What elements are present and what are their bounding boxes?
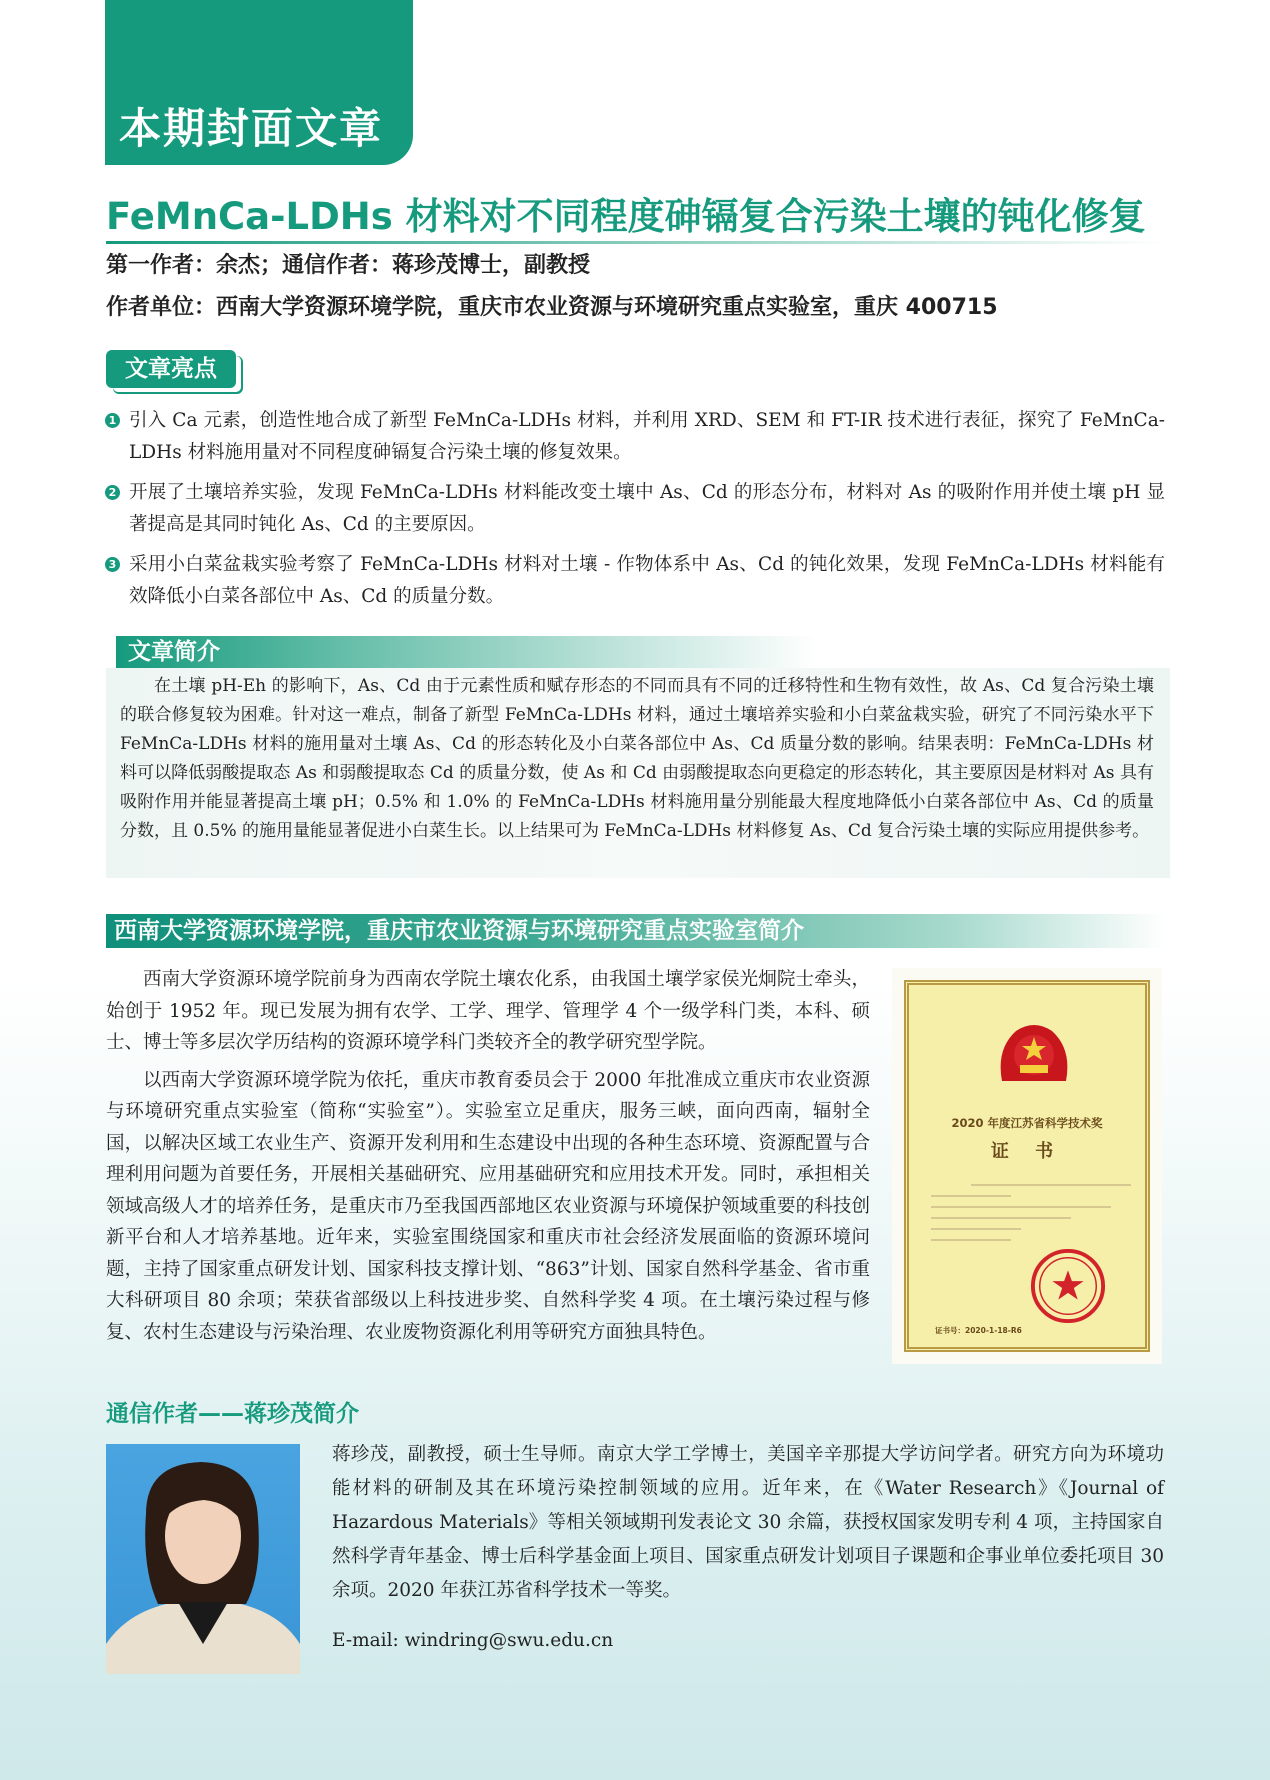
author-bio [332, 1438, 1164, 1658]
bullet-number: 2 [105, 485, 120, 500]
national-emblem-icon [994, 1019, 1074, 1089]
highlight-text: 开展了土壤培养实验，发现 FeMnCa-LDHs 材料能改变土壤中 As、Cd 的形态分布，材料对 As 的吸附作用并使土壤 pH 显著提高是其同时钝化 As、Cd 的主要原因。 [129, 482, 1165, 535]
affiliation-line: 作者单位：西南大学资源环境学院，重庆市农业资源与环境研究重点实验室，重庆 400715 [106, 295, 998, 320]
bullet-number: 3 [105, 557, 120, 572]
author-bio-paragraph: 蒋珍茂，副教授，硕士生导师。南京大学工学博士，美国辛辛那提大学访问学者。研究方向为环境功能材料的研制及其在环境污染控制领域的应用。近年来，在《Water Research》《Journal of Hazardous Materials》等相关领域期刊发表论文 30 余篇，获授权国家发明专利 4 项，主持国家自然科学青年基金、博士后科学基金面上项目、国家重点研发计划项目子课题和企事业单位委托项目 30 余项。2020 年获江苏省科学技术一等奖。 [332, 1444, 1164, 1601]
certificate-body-lines [931, 1177, 1131, 1250]
lab-paragraph-2: 以西南大学资源环境学院为依托，重庆市教育委员会于 2000 年批准成立重庆市农业资源与环境研究重点实验室（简称“实验室”）。实验室立足重庆，服务三峡，面向西南，辐射全国，以解决区域工农业生产、资源开发利用和生态建设中出现的各种生态环境、资源配置与合理利用问题为首要任务，开展相关基础研究、应用基础研究和应用技术开发。同时，承担相关领域高级人才的培养任务，是重庆市乃至我国西部地区农业资源与环境保护领域重要的科技创新平台和人才培养基地。近年来，实验室围绕国家和重庆市社会经济发展面临的资源环境问题，主持了国家重点研发计划、国家科技支撑计划、“863”计划、国家自然科学基金、省市重大科研项目 80 余项；荣获省部级以上科技进步奖、自然科学奖 4 项。在土壤污染过程与修复、农村生态建设与污染治理、农业废物资源化利用等研究方面独具特色。 [106, 1069, 870, 1343]
award-certificate-image [892, 968, 1162, 1364]
certificate-number: 证书号：2020-1-18-R6 [935, 1326, 1022, 1335]
bullet-number: 1 [105, 413, 120, 428]
intro-header [116, 636, 816, 668]
author-section-heading: 通信作者——蒋珍茂简介 [106, 1401, 359, 1427]
lab-heading: 西南大学资源环境学院，重庆市农业资源与环境研究重点实验室简介 [114, 918, 804, 944]
author-email: E-mail: windring@swu.edu.cn [332, 1630, 614, 1651]
lab-header [106, 914, 1166, 948]
intro-paragraph: 在土壤 pH-Eh 的影响下，As、Cd 由于元素性质和赋存形态的不同而具有不同的迁移特性和生物有效性，故 As、Cd 复合污染土壤的联合修复较为困难。针对这一难点，制备了新型 FeMnCa-LDHs 材料，通过土壤培养实验和小白菜盆栽实验，研究了不同污染水平下 FeMnCa-LDHs 材料的施用量对土壤 As、Cd 的形态转化及小白菜各部位中 As、Cd 质量分数的影响。结果表明：FeMnCa-LDHs 材料可以降低弱酸提取态 As 和弱酸提取态 Cd 的质量分数，使 As 和 Cd 由弱酸提取态向更稳定的形态转化，其主要原因是材料对 As 具有吸附作用并能显著提高土壤 pH；0.5% 和 1.0% 的 FeMnCa-LDHs 材料施用量分别能最大程度地降低小白菜各部位中 As、Cd 的质量分数，且 0.5% 的施用量能显著促进小白菜生长。以上结果可为 FeMnCa-LDHs 材料修复 As、Cd 复合污染土壤的实际应用提供参考。 [120, 676, 1154, 841]
highlight-text: 采用小白菜盆栽实验考察了 FeMnCa-LDHs 材料对土壤 - 作物体系中 As、Cd 的钝化效果，发现 FeMnCa-LDHs 材料能有效降低小白菜各部位中 As、Cd 的质量分数。 [129, 554, 1165, 607]
cover-article-banner [105, 0, 413, 165]
intro-label: 文章简介 [128, 639, 220, 665]
portrait-icon [106, 1444, 300, 1674]
author-line: 第一作者：余杰；通信作者：蒋珍茂博士，副教授 [106, 253, 591, 278]
highlight-item [105, 477, 1165, 541]
highlight-item [105, 549, 1165, 613]
highlights-label: 文章亮点 [106, 350, 236, 388]
article-title: FeMnCa-LDHs 材料对不同程度砷镉复合污染土壤的钝化修复 [106, 195, 1146, 238]
author-photo [106, 1444, 300, 1674]
certificate-award-title: 2020 年度江苏省科学技术奖 [951, 1116, 1103, 1130]
highlight-item [105, 405, 1165, 469]
official-seal-icon [1029, 1247, 1107, 1325]
certificate-title: 证 书 [990, 1141, 1064, 1162]
lab-body [106, 964, 870, 1354]
banner-text: 本期封面文章 [119, 104, 384, 153]
highlight-text: 引入 Ca 元素，创造性地合成了新型 FeMnCa-LDHs 材料，并利用 XRD、SEM 和 FT-IR 技术进行表征，探究了 FeMnCa-LDHs 材料施用量对不同程度砷镉复合污染土壤的修复效果。 [129, 410, 1165, 463]
title-divider [106, 241, 1166, 244]
certificate-frame [904, 980, 1150, 1352]
highlights-list [105, 405, 1165, 621]
lab-paragraph-1: 西南大学资源环境学院前身为西南农学院土壤农化系，由我国土壤学家侯光炯院士牵头，始创于 1952 年。现已发展为拥有农学、工学、理学、管理学 4 个一级学科门类，本科、硕士、博士等多层次学历结构的资源环境学科门类较齐全的教学研究型学院。 [106, 969, 870, 1053]
